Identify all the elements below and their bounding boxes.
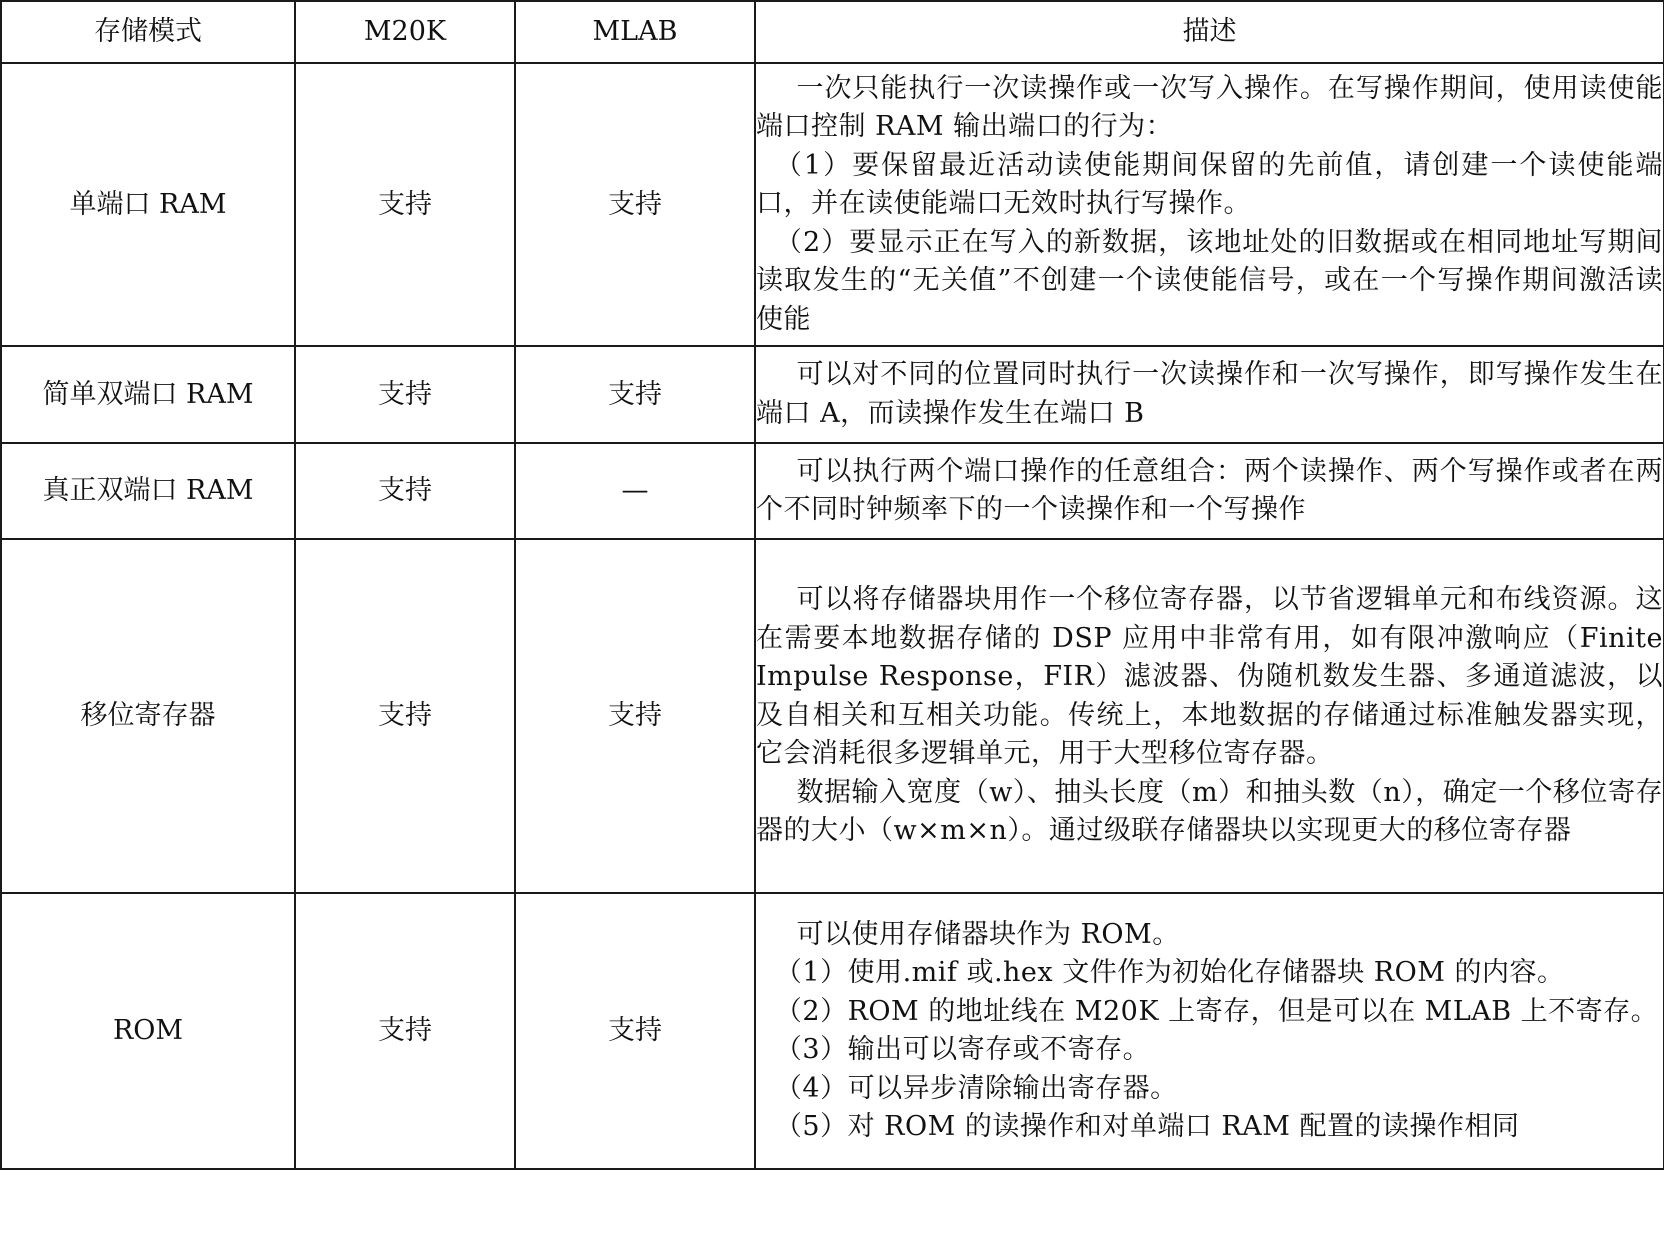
table-row [1,346,1664,443]
table-row [1,63,1664,346]
mode-cell: 简单双端口 RAM [1,346,295,443]
description-paragraph: （5）对 ROM 的读操作和对单端口 RAM 配置的读操作相同 [774,1111,1520,1142]
description-cell [755,346,1664,443]
description-cell [755,63,1664,346]
m20k-support-cell: 支持 [295,346,515,443]
header-description: 描述 [755,1,1664,63]
mlab-support-cell: 支持 [515,893,755,1169]
header-m20k: M20K [295,1,515,63]
description-paragraph: （2）要显示正在写入的新数据，该地址处的旧数据或在相同地址写期间读取发生的“无关值”不创建一个读使能信号，或在一个写操作期间激活读使能 [756,226,1663,335]
mlab-support-cell: 支持 [515,539,755,893]
description-paragraph: 数据输入宽度（w）、抽头长度（m）和抽头数（n），确定一个移位寄存器的大小（w×m×n）。通过级联存储器块以实现更大的移位寄存器 [756,776,1663,847]
description-paragraph: （3）输出可以寄存或不寄存。 [774,1034,1151,1065]
mlab-support-cell: 支持 [515,346,755,443]
m20k-support-cell: 支持 [295,443,515,539]
table-row [1,893,1664,1169]
m20k-support-cell: 支持 [295,63,515,346]
m20k-support-cell: 支持 [295,893,515,1169]
mlab-support-cell: — [515,443,755,539]
m20k-support-cell: 支持 [295,539,515,893]
header-mlab: MLAB [515,1,755,63]
description-paragraph: （2）ROM 的地址线在 M20K 上寄存，但是可以在 MLAB 上不寄存。 [774,995,1659,1027]
description-paragraph: 一次只能执行一次读操作或一次写入操作。在写操作期间，使用读使能端口控制 RAM 输出端口的行为： [756,72,1663,143]
description-paragraph: （1）使用.mif 或.hex 文件作为初始化存储器块 ROM 的内容。 [774,957,1565,988]
description-paragraph: 可以执行两个端口操作的任意组合：两个读操作、两个写操作或者在两个不同时钟频率下的一个读操作和一个写操作 [756,455,1663,525]
mode-cell: 单端口 RAM [1,63,295,346]
mode-cell: 真正双端口 RAM [1,443,295,539]
header-mode: 存储模式 [1,1,295,63]
description-cell [755,539,1664,893]
mode-cell: 移位寄存器 [1,539,295,893]
description-paragraph: 可以使用存储器块作为 ROM。 [796,918,1180,950]
table-row [1,539,1664,893]
description-paragraph: （4）可以异步清除输出寄存器。 [774,1072,1178,1104]
table-row [1,443,1664,539]
description-cell [755,443,1664,539]
description-cell [755,893,1664,1169]
description-paragraph: 可以对不同的位置同时执行一次读操作和一次写操作，即写操作发生在端口 A，而读操作发生在端口 B [756,359,1663,429]
table-header-row [1,1,1664,63]
description-paragraph: 可以将存储器块用作一个移位寄存器，以节省逻辑单元和布线资源。这在需要本地数据存储的 DSP 应用中非常有用，如有限冲激响应（Finite Impulse Response，FIR）滤波器、伪随机数发生器、多通道滤波，以及自相关和互相关功能。传统上，本地数据的存储通过标准触发器实现，它会消耗很多逻辑单元，用于大型移位寄存器。 [756,584,1663,770]
description-paragraph: （1）要保留最近活动读使能期间保留的先前值，请创建一个读使能端口，并在读使能端口无效时执行写操作。 [756,149,1663,220]
mode-cell: ROM [1,893,295,1169]
mlab-support-cell: 支持 [515,63,755,346]
